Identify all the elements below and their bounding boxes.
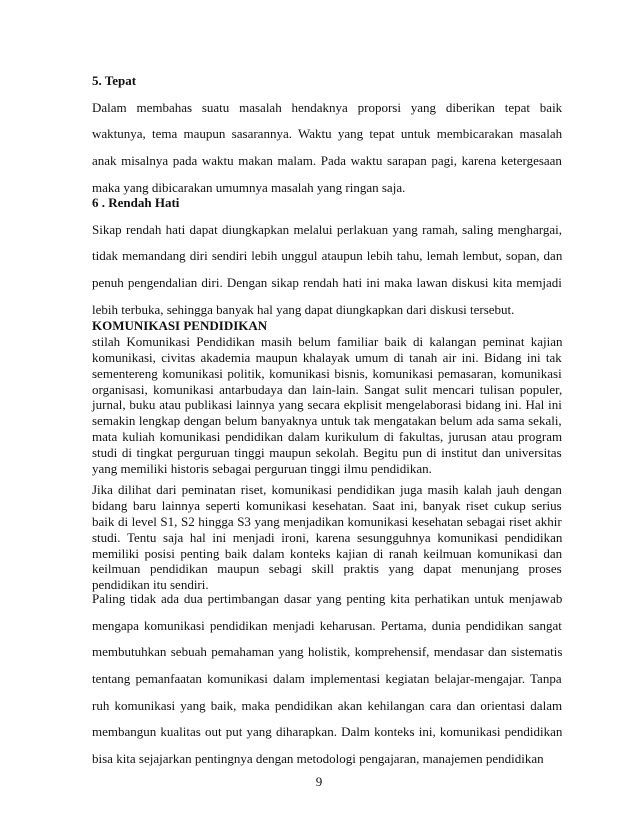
paragraph-line: tidak memandang diri sendiri lebih unggul ataupun lebih tahu, lemah lembut, sopan, dan <box>92 248 563 264</box>
paragraph-line: lebih terbuka, sehingga banyak hal yang dapat diungkapkan dari diskusi tersebut. <box>92 301 515 317</box>
section-heading: KOMUNIKASI PENDIDIKAN <box>92 318 268 333</box>
paragraph-line: membangun kualitas out put yang diharapkan. Dalm konteks ini, komunikasi pendidikan <box>92 724 563 740</box>
paragraph-line: baik di level S1, S2 hingga S3 yang menjadikan komunikasi kesehatan sebagai riset akhir <box>92 513 562 529</box>
paragraph-line: studi. Tentu saja hal ini menjadi ironi, karena sesungguhnya komunikasi pendidikan <box>92 529 563 545</box>
page-number: 9 <box>315 774 323 789</box>
paragraph-line: mata kuliah komunikasi pendidikan dalam kurikulum di fakultas, jurusan atau program <box>92 429 563 445</box>
paragraph-line: mengapa komunikasi pendidikan menjadi keharusan. Pertama, dunia pendidikan sangat <box>92 617 562 633</box>
section-heading: 5. Tepat <box>92 73 137 88</box>
paragraph-line: memiliki posisi penting baik dalam konteks kajian di ranah keilmuan komunikasi dan <box>92 545 563 561</box>
paragraph-line: keilmuan pendidikan maupun sebagi skill praktis yang dapat menunjang proses <box>92 561 562 577</box>
paragraph-line: maka yang dibicarakan umumnya masalah yang ringan saja. <box>92 179 406 195</box>
paragraph-line: stilah Komunikasi Pendidikan masih belum familiar baik di kalangan peminat kajian <box>92 333 563 349</box>
paragraph-line: tentang pemanfaatan komunikasi dalam implementasi kegiatan belajar-mengajar. Tanpa <box>92 671 562 687</box>
section-tepat <box>92 72 562 205</box>
section-rendah-hati <box>92 194 562 327</box>
paragraph-line: bidang baru lainnya seperti komunikasi kesehatan. Saat ini, banyak riset cukup serius <box>92 497 562 513</box>
paragraph-line: waktunya, tema maupun sasarannya. Waktu yang tepat untuk membicarakan masalah <box>92 126 563 142</box>
paragraph-line: bisa kita sejajarkan pentingnya dengan metodologi pengajaran, manajemen pendidikan <box>92 751 544 767</box>
paragraph-line: organisasi, komunikasi antarbudaya dan lain-lain. Sangat sulit mencari tulisan populer, <box>92 381 563 397</box>
paragraph-line: studi di tingkat perguruan tinggi maupun sekolah. Begitu pun di institut dan universitas <box>92 445 562 461</box>
paragraph-line: yang memiliki historis sebagai perguruan tinggi ilmu pendidikan. <box>92 461 432 477</box>
paragraph-line: sementereng komunikasi politik, komunikasi bisnis, komunikasi pemasaran, komunikasi <box>92 365 562 381</box>
paragraph-line: komunikasi, civitas akademia maupun khalayak umum di tanah air ini. Bidang ini tak <box>92 349 562 365</box>
section-heading: 6 . Rendah Hati <box>92 195 180 210</box>
paragraph-line: membutuhkan sebuah pemahaman yang holistik, komprehensif, mendasar dan sistematis <box>92 644 563 660</box>
paragraph-line: ruh komunikasi yang baik, maka pendidikan akan kehilangan cara dan orientasi dalam <box>92 697 563 713</box>
paragraph-line: Paling tidak ada dua pertimbangan dasar yang penting kita perhatikan untuk menjawab <box>92 591 563 606</box>
paragraph-line: Sikap rendah hati dapat diungkapkan melalui perlakuan yang ramah, saling menghargai, <box>92 221 562 237</box>
paragraph-riset <box>92 482 562 593</box>
paragraph-line: jurnal, buku atau publikasi lainnya yang secara ekplisit mengelaborasi bidang ini. Hal ini <box>92 397 562 413</box>
paragraph-pertimbangan <box>92 590 562 777</box>
paragraph-line: semakin lengkap dengan belum banyaknya untuk tak mengatakan belum ada sama sekali, <box>92 413 562 429</box>
paragraph-line: Dalam membahas suatu masalah hendaknya proporsi yang diberikan tepat baik <box>92 99 563 115</box>
section-komunikasi-pendidikan <box>92 318 562 477</box>
paragraph-line: anak misalnya pada waktu makan malam. Pada waktu sarapan pagi, karena ketergesaan <box>92 153 562 169</box>
paragraph-line: penuh pengendalian diri. Dengan sikap rendah hati ini maka lawan diskusi kita memjadi <box>92 275 562 291</box>
paragraph-line: Jika dilihat dari peminatan riset, komunikasi pendidikan juga masih kalah jauh dengan <box>92 482 562 497</box>
paragraph-line: pendidikan itu sendiri. <box>92 577 209 593</box>
